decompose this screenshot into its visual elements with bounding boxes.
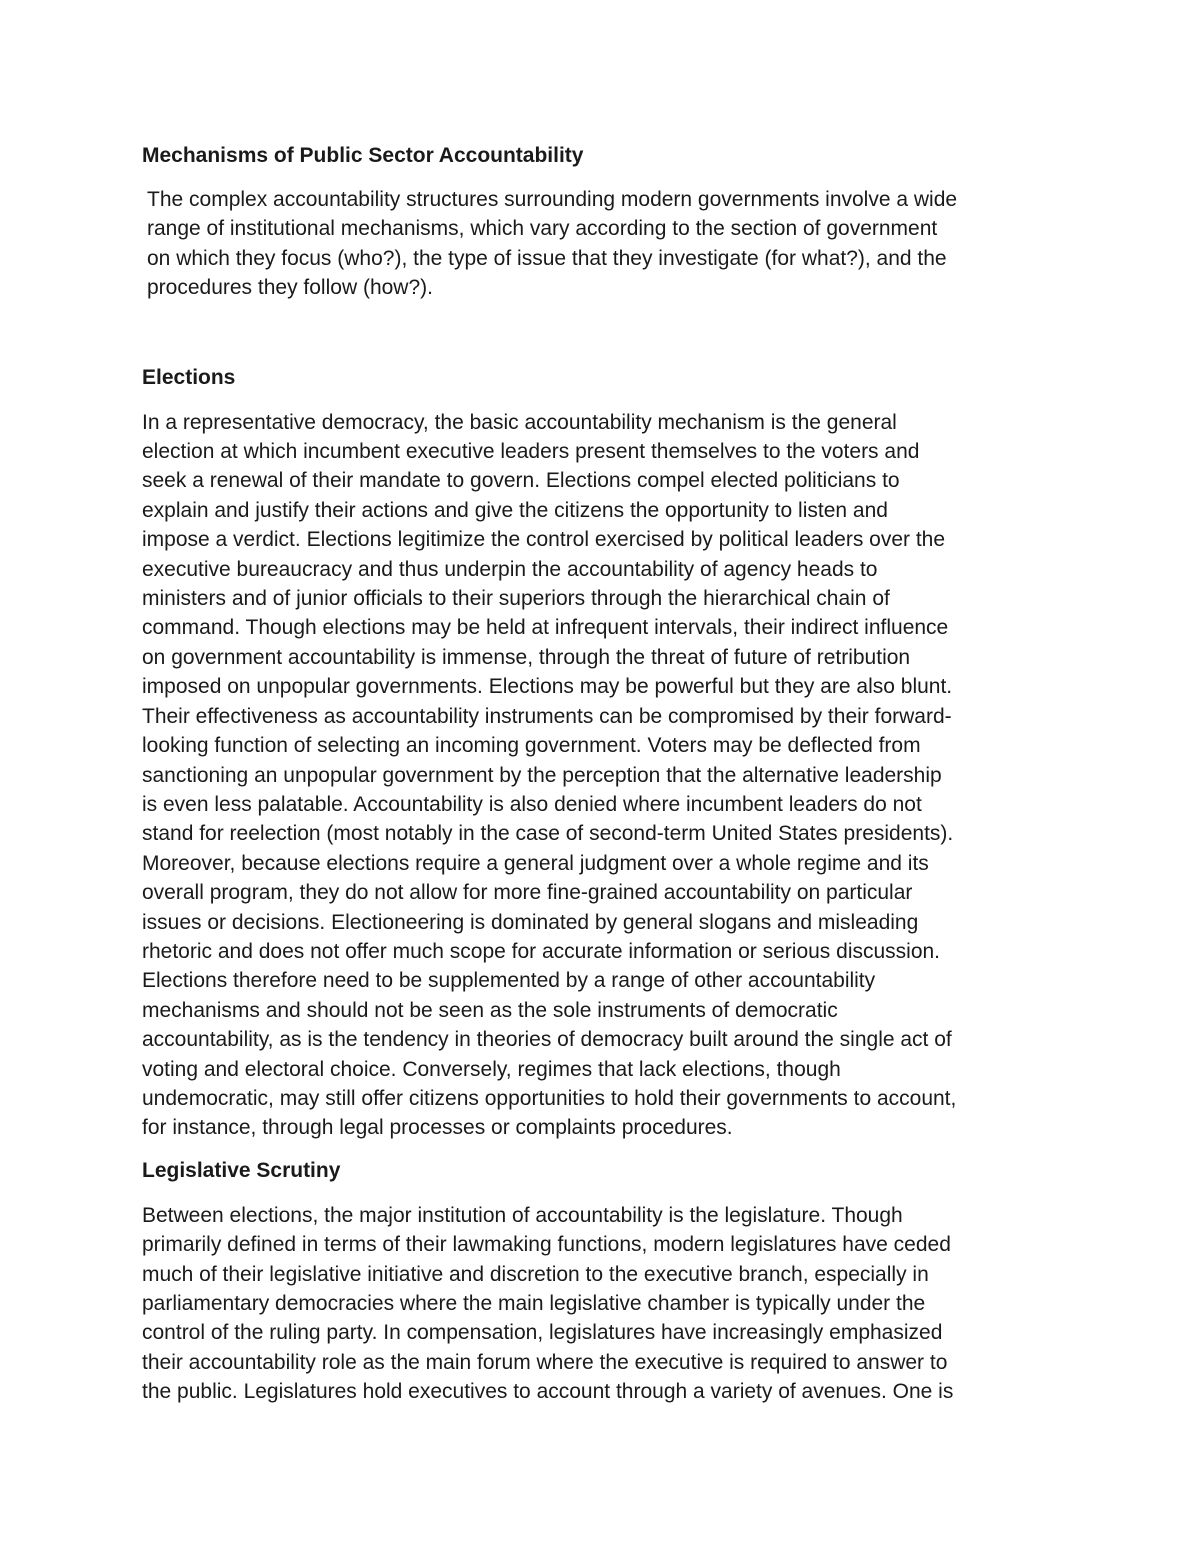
text-line: control of the ruling party. In compensation, legislatures have increasingly emphasized <box>142 1321 943 1345</box>
text-line: seek a renewal of their mandate to govern. Elections compel elected politicians to <box>142 469 900 493</box>
text-line: Moreover, because elections require a general judgment over a whole regime and its <box>142 851 929 875</box>
text-line: undemocratic, may still offer citizens opportunities to hold their governments to account, <box>142 1086 957 1110</box>
text-line: on which they focus (who?), the type of issue that they investigate (for what?), and the <box>147 246 947 270</box>
text-line: is even less palatable. Accountability is also denied where incumbent leaders do not <box>142 792 922 816</box>
text-line: In a representative democracy, the basic accountability mechanism is the general <box>142 410 897 434</box>
text-line: overall program, they do not allow for more fine-grained accountability on particular <box>142 881 913 905</box>
section-heading-legislative-scrutiny: Legislative Scrutiny <box>142 1158 341 1182</box>
text-line: command. Though elections may be held at infrequent intervals, their indirect influence <box>142 616 949 640</box>
text-line: the public. Legislatures hold executives to account through a variety of avenues. One is <box>142 1380 954 1404</box>
text-line: primarily defined in terms of their lawmaking functions, modern legislatures have ceded <box>142 1233 951 1257</box>
text-line: procedures they follow (how?). <box>147 276 433 300</box>
document-title: Mechanisms of Public Sector Accountability <box>142 144 584 167</box>
text-line: rhetoric and does not offer much scope for accurate information or serious discussion. <box>142 939 941 963</box>
text-line: much of their legislative initiative and discretion to the executive branch, especially in <box>142 1262 929 1286</box>
text-line: stand for reelection (most notably in the case of second-term United States presidents). <box>142 822 954 846</box>
text-line: election at which incumbent executive leaders present themselves to the voters and <box>142 440 920 464</box>
text-line: Elections therefore need to be supplemented by a range of other accountability <box>142 969 876 993</box>
text-line: voting and electoral choice. Conversely, regimes that lack elections, though <box>142 1057 841 1081</box>
text-line: for instance, through legal processes or complaints procedures. <box>142 1116 733 1140</box>
document-page <box>142 141 1062 1407</box>
text-line: accountability, as is the tendency in theories of democracy built around the single act of <box>142 1028 952 1052</box>
text-line: Between elections, the major institution of accountability is the legislature. Though <box>142 1203 903 1227</box>
text-line: explain and justify their actions and give the citizens the opportunity to listen and <box>142 498 888 522</box>
section-heading-elections: Elections <box>142 365 236 389</box>
elections-paragraph <box>142 408 1062 1143</box>
text-line: range of institutional mechanisms, which vary according to the section of government <box>147 217 938 241</box>
text-line: mechanisms and should not be seen as the sole instruments of democratic <box>142 998 838 1022</box>
text-line: The complex accountability structures surrounding modern governments involve a wide <box>147 188 958 211</box>
text-line: imposed on unpopular governments. Elections may be powerful but they are also blunt. <box>142 675 953 699</box>
text-line: executive bureaucracy and thus underpin the accountability of agency heads to <box>142 557 878 581</box>
text-line: impose a verdict. Elections legitimize the control exercised by political leaders over the <box>142 528 946 552</box>
text-line: parliamentary democracies where the main legislative chamber is typically under the <box>142 1292 926 1315</box>
text-line: on government accountability is immense, through the threat of future of retribution <box>142 645 911 669</box>
text-line: their accountability role as the main forum where the executive is required to answer to <box>142 1350 948 1374</box>
intro-paragraph <box>142 185 1062 303</box>
text-line: issues or decisions. Electioneering is dominated by general slogans and misleading <box>142 910 919 934</box>
text-line: sanctioning an unpopular government by the perception that the alternative leadership <box>142 763 942 787</box>
legislative-scrutiny-paragraph <box>142 1201 1062 1407</box>
text-line: looking function of selecting an incoming government. Voters may be deflected from <box>142 734 921 758</box>
text-line: ministers and of junior officials to their superiors through the hierarchical chain of <box>142 587 890 611</box>
text-line: Their effectiveness as accountability instruments can be compromised by their forward- <box>142 704 952 728</box>
